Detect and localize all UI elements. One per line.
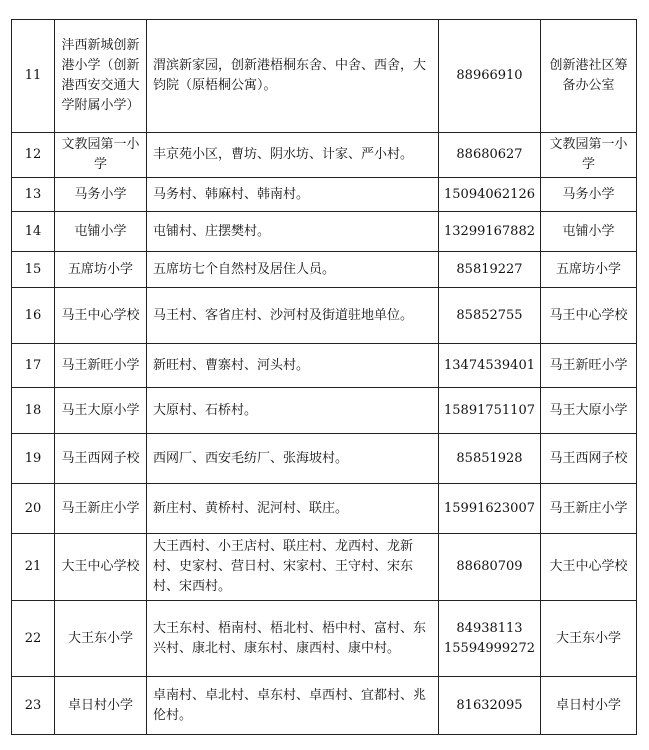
responsible-office: 创新港社区筹备办公室 — [541, 20, 637, 133]
phone-cell — [439, 534, 541, 601]
responsible-office: 屯铺小学 — [541, 212, 637, 252]
school-name: 屯铺小学 — [55, 212, 147, 252]
row-number: 20 — [12, 484, 55, 534]
school-name: 沣西新城创新港小学（创新港西安交通大学附属小学） — [55, 20, 147, 133]
school-name: 五席坊小学 — [55, 252, 147, 288]
phone-number: 88966910 — [456, 68, 523, 83]
school-name: 马王新庄小学 — [55, 484, 147, 534]
service-area: 五席坊七个自然村及居住人员。 — [147, 252, 439, 288]
service-area: 屯铺村、庄摆樊村。 — [147, 212, 439, 252]
service-area: 丰京苑小区，曹坊、阴水坊、计家、严小村。 — [147, 133, 439, 178]
responsible-office: 五席坊小学 — [541, 252, 637, 288]
responsible-office: 马务小学 — [541, 178, 637, 212]
table-body — [12, 20, 637, 735]
phone-cell — [439, 212, 541, 252]
table-row — [12, 252, 637, 288]
row-number: 19 — [12, 434, 55, 484]
service-area: 新旺村、曹寨村、河头村。 — [147, 344, 439, 388]
phone-number: 81632095 — [456, 697, 523, 713]
phone-cell — [439, 252, 541, 288]
row-number: 17 — [12, 344, 55, 388]
service-area: 大王西村、小王店村、联庄村、龙西村、龙新村、史家村、营日村、宋家村、王守村、宋东村、宋西村。 — [147, 534, 439, 601]
row-number: 15 — [12, 252, 55, 288]
row-number: 18 — [12, 388, 55, 434]
school-name: 大王中心学校 — [55, 534, 147, 601]
table-row — [12, 344, 637, 388]
responsible-office: 马王西网子校 — [541, 434, 637, 484]
phone-cell — [439, 434, 541, 484]
phone-number: 85851928 — [456, 450, 523, 466]
table-row — [12, 601, 637, 677]
row-number: 12 — [12, 133, 55, 178]
school-name: 卓日村小学 — [55, 677, 147, 735]
phone-number: 85819227 — [456, 261, 523, 277]
responsible-office: 马王新旺小学 — [541, 344, 637, 388]
phone-number: 15094062126 — [444, 186, 535, 202]
responsible-office: 文教园第一小学 — [541, 133, 637, 178]
row-number: 21 — [12, 534, 55, 601]
phone-number: 13474539401 — [444, 357, 535, 373]
service-area: 大王东村、梧南村、梧北村、梧中村、富村、东兴村、康北村、康东村、康西村、康中村。 — [147, 601, 439, 677]
responsible-office: 卓日村小学 — [541, 677, 637, 735]
school-name: 大王东小学 — [55, 601, 147, 677]
responsible-office: 大王中心学校 — [541, 534, 637, 601]
school-name: 马王大原小学 — [55, 388, 147, 434]
phone-number: 88680627 — [456, 147, 523, 162]
phone-number: 13299167882 — [444, 223, 535, 239]
school-name: 文教园第一小学 — [55, 133, 147, 178]
phone-cell — [439, 133, 541, 178]
table-row — [12, 534, 637, 601]
row-number: 14 — [12, 212, 55, 252]
responsible-office: 大王东小学 — [541, 601, 637, 677]
table-row — [12, 434, 637, 484]
service-area: 渭滨新家园，创新港梧桐东舍、中舍、西舍，大钧院（原梧桐公寓）。 — [147, 20, 439, 133]
phone-cell — [439, 388, 541, 434]
table-row — [12, 484, 637, 534]
responsible-office: 马王新庄小学 — [541, 484, 637, 534]
row-number: 13 — [12, 178, 55, 212]
row-number: 23 — [12, 677, 55, 735]
phone-cell — [439, 677, 541, 735]
school-district-table — [11, 19, 637, 735]
service-area: 大原村、石桥村。 — [147, 388, 439, 434]
row-number: 16 — [12, 288, 55, 344]
row-number: 11 — [12, 20, 55, 133]
phone-number: 88680709 — [456, 559, 523, 574]
phone-cell — [439, 601, 541, 677]
responsible-office: 马王大原小学 — [541, 388, 637, 434]
phone-cell — [439, 20, 541, 133]
phone-number: 85852755 — [456, 307, 523, 323]
service-area: 马务村、韩麻村、韩南村。 — [147, 178, 439, 212]
school-name: 马务小学 — [55, 178, 147, 212]
table-row — [12, 288, 637, 344]
school-name: 马王中心学校 — [55, 288, 147, 344]
row-number: 22 — [12, 601, 55, 677]
table-row — [12, 212, 637, 252]
service-area: 新庄村、黄桥村、泥河村、联庄。 — [147, 484, 439, 534]
phone-cell — [439, 344, 541, 388]
phone-number: 15891751107 — [444, 402, 535, 418]
table-row — [12, 20, 637, 133]
phone-cell — [439, 288, 541, 344]
service-area: 西网厂、西安毛纺厂、张海坡村。 — [147, 434, 439, 484]
service-area: 卓南村、卓北村、卓东村、卓西村、宜都村、兆伦村。 — [147, 677, 439, 735]
school-name: 马王新旺小学 — [55, 344, 147, 388]
phone-cell — [439, 178, 541, 212]
table-row — [12, 178, 637, 212]
phone-number: 15594999272 — [444, 640, 535, 656]
table-row — [12, 133, 637, 178]
phone-cell — [439, 484, 541, 534]
service-area: 马王村、客省庄村、沙河村及街道驻地单位。 — [147, 288, 439, 344]
table-row — [12, 388, 637, 434]
table-row — [12, 677, 637, 735]
phone-number: 15991623007 — [444, 500, 535, 516]
responsible-office: 马王中心学校 — [541, 288, 637, 344]
phone-number: 84938113 — [456, 620, 523, 636]
school-name: 马王西网子校 — [55, 434, 147, 484]
